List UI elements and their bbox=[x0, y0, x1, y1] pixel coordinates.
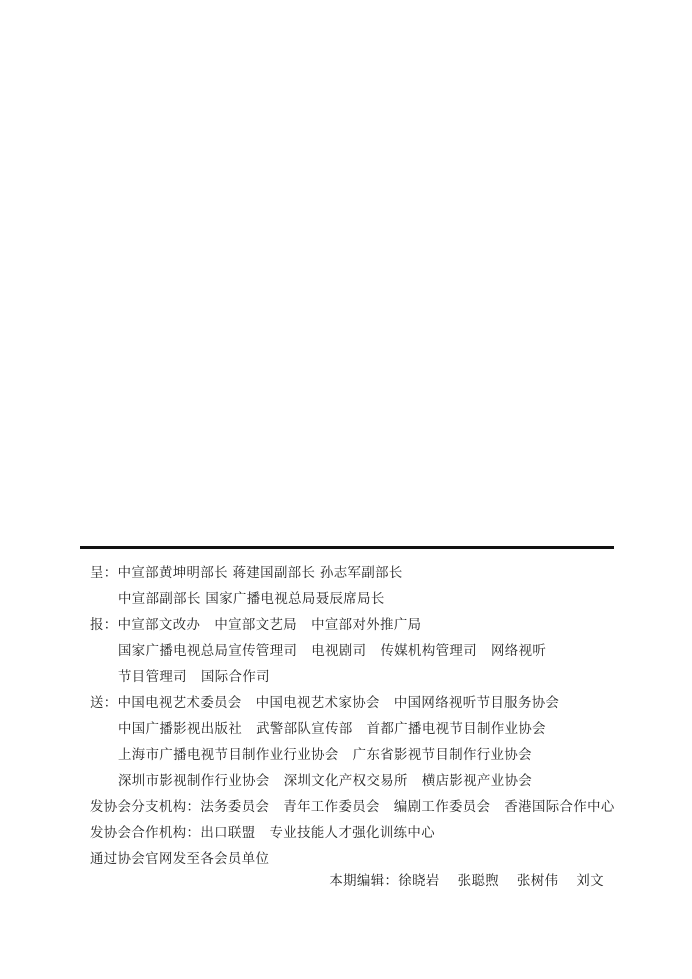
song-item: 中国电视艺术委员会 bbox=[117, 696, 242, 711]
issue-editors bbox=[329, 870, 604, 889]
song-item: 中国广播影视出版社 bbox=[118, 722, 243, 737]
song-item: 深圳文化产权交易所 bbox=[283, 774, 408, 789]
branch-item: 编剧工作委员会 bbox=[393, 800, 491, 815]
bao-label: 报： bbox=[90, 618, 118, 633]
song-item: 武警部队宣传部 bbox=[256, 722, 353, 737]
bao-item: 节目管理司 bbox=[118, 670, 187, 685]
branch-item: 香港国际合作中心 bbox=[504, 800, 615, 815]
song-item: 广东省影视节目制作行业协会 bbox=[352, 748, 532, 763]
editor-name: 徐晓岩 bbox=[398, 874, 440, 889]
editor-name: 张聪煦 bbox=[457, 874, 500, 889]
song-line-3 bbox=[90, 745, 620, 771]
song-item: 中国网络视听节目服务协会 bbox=[393, 696, 560, 711]
website-note: 通过协会官网发至各会员单位 bbox=[90, 852, 270, 867]
branch-item: 法务委员会 bbox=[200, 800, 270, 815]
bao-line-1 bbox=[90, 615, 620, 641]
cheng-line-1 bbox=[90, 563, 620, 589]
song-line-1 bbox=[90, 693, 620, 719]
cheng-recipients-1: 中宣部黄坤明部长 蒋建国副部长 孙志军副部长 bbox=[117, 566, 403, 581]
song-item: 首都广播电视节目制作业协会 bbox=[366, 722, 546, 737]
bao-item: 电视剧司 bbox=[311, 644, 367, 659]
song-line-4 bbox=[90, 771, 620, 797]
editor-name: 张树伟 bbox=[517, 874, 559, 889]
partners-label: 发协会合作机构： bbox=[90, 826, 201, 841]
bao-line-2 bbox=[90, 641, 620, 667]
editor-name: 刘文 bbox=[576, 874, 604, 889]
bao-line-3 bbox=[90, 667, 620, 693]
bao-item: 网络视听 bbox=[491, 644, 547, 659]
branch-item: 青年工作委员会 bbox=[283, 800, 380, 815]
partner-item: 出口联盟 bbox=[200, 826, 256, 841]
bao-item: 中宣部文艺局 bbox=[214, 618, 298, 633]
branches-line bbox=[90, 797, 620, 823]
bao-item: 传媒机构管理司 bbox=[380, 644, 477, 659]
song-item: 深圳市影视制作行业协会 bbox=[118, 774, 270, 789]
editors-label: 本期编辑： bbox=[329, 874, 399, 889]
cheng-label: 呈： bbox=[90, 566, 118, 581]
cheng-line-2 bbox=[90, 589, 620, 615]
song-line-2 bbox=[90, 719, 620, 745]
bao-item: 中宣部对外推广局 bbox=[311, 618, 422, 633]
song-item: 上海市广播电视节目制作业行业协会 bbox=[118, 748, 339, 763]
distribution-list bbox=[90, 563, 620, 875]
separator-rule bbox=[80, 546, 614, 549]
song-item: 中国电视艺术家协会 bbox=[255, 696, 380, 711]
song-label: 送： bbox=[90, 696, 118, 711]
partner-item: 专业技能人才强化训练中心 bbox=[269, 826, 435, 841]
cheng-recipients-2: 中宣部副部长 国家广播电视总局聂辰席局长 bbox=[118, 592, 385, 607]
partners-line bbox=[90, 823, 620, 849]
song-item: 横店影视产业协会 bbox=[421, 774, 533, 789]
bao-item: 国际合作司 bbox=[200, 670, 270, 685]
bao-item: 国家广播电视总局宣传管理司 bbox=[118, 644, 298, 659]
branches-label: 发协会分支机构： bbox=[90, 800, 201, 815]
bao-item: 中宣部文改办 bbox=[117, 618, 201, 633]
